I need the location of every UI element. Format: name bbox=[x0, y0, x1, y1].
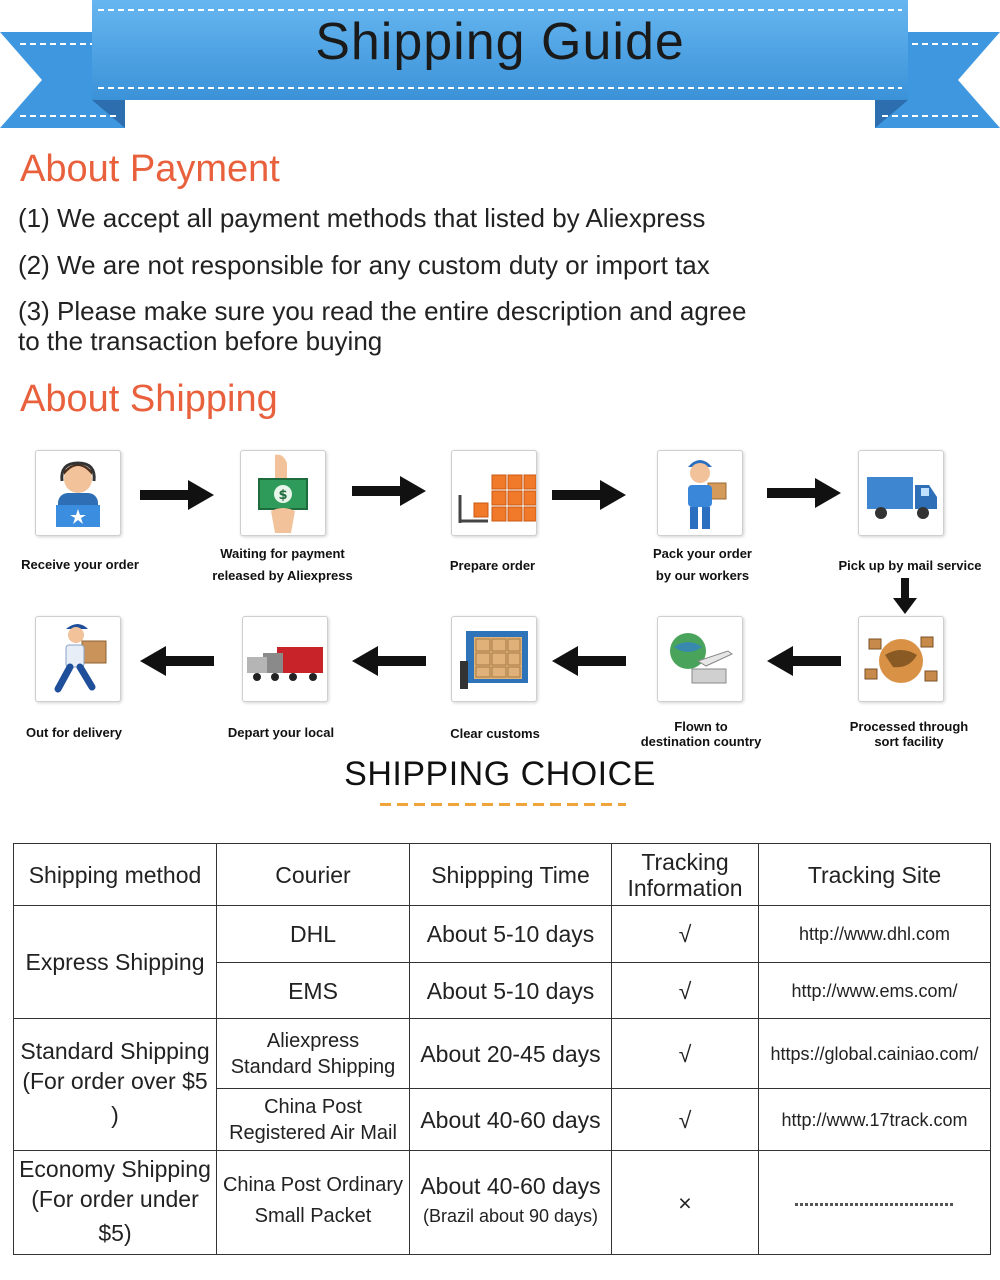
time-cell: About 40-60 days bbox=[410, 1089, 612, 1151]
banner-title: Shipping Guide bbox=[315, 13, 685, 71]
tracking-check: √ bbox=[612, 1089, 759, 1151]
arrow-down-icon bbox=[893, 578, 917, 614]
courier-cell: DHL bbox=[217, 906, 410, 963]
shipping-choice-title: SHIPPING CHOICE bbox=[344, 755, 656, 793]
courier-cell: EMS bbox=[217, 963, 410, 1019]
arrow-right-icon bbox=[552, 480, 626, 510]
arrow-left-icon bbox=[140, 646, 214, 676]
step-label-sort-facility: Processed through sort facility bbox=[849, 719, 969, 749]
payment-item-3-continued: to the transaction before buying bbox=[18, 326, 383, 356]
tracking-site-link[interactable]: https://global.cainiao.com/ bbox=[759, 1019, 991, 1089]
step-label-depart-local: Depart your local bbox=[227, 725, 335, 740]
courier-running-icon bbox=[35, 616, 121, 702]
arrow-left-icon bbox=[552, 646, 626, 676]
header-tracking-site: Tracking Site bbox=[759, 844, 991, 906]
truck-icon bbox=[858, 450, 944, 536]
tracking-cross: × bbox=[612, 1151, 759, 1255]
airplane-globe-icon bbox=[657, 616, 743, 702]
time-cell: About 5-10 days bbox=[410, 906, 612, 963]
courier-cell: China Post Ordinary Small Packet bbox=[217, 1151, 410, 1255]
step-label-pack-order: Pack your order by our workers bbox=[653, 546, 752, 583]
step-label-flown-destination: Flown to destination country bbox=[640, 719, 762, 749]
step-label-pick-up: Pick up by mail service bbox=[838, 558, 982, 573]
tracking-check: √ bbox=[612, 906, 759, 963]
header-shipping-time: Shippping Time bbox=[410, 844, 612, 906]
tracking-site-link[interactable]: http://www.dhl.com bbox=[759, 906, 991, 963]
arrow-left-icon bbox=[767, 646, 841, 676]
about-payment-heading: About Payment bbox=[20, 148, 280, 190]
worker-icon bbox=[657, 450, 743, 536]
tracking-check: √ bbox=[612, 1019, 759, 1089]
table-row bbox=[14, 1151, 991, 1255]
time-cell: About 5-10 days bbox=[410, 963, 612, 1019]
table-header-row bbox=[14, 844, 991, 906]
step-label-out-for-delivery: Out for delivery bbox=[25, 725, 123, 740]
payment-item-3: (3) Please make sure you read the entire description and agree bbox=[18, 296, 747, 326]
arrow-right-icon bbox=[352, 476, 426, 506]
svg-text:$: $ bbox=[278, 488, 288, 503]
arrow-right-icon bbox=[767, 478, 841, 508]
time-cell: About 20-45 days bbox=[410, 1019, 612, 1089]
tracking-site-empty bbox=[759, 1151, 991, 1255]
tracking-check: √ bbox=[612, 963, 759, 1019]
arrow-left-icon bbox=[352, 646, 426, 676]
tracking-site-link[interactable]: http://www.17track.com bbox=[759, 1089, 991, 1151]
container-icon bbox=[451, 616, 537, 702]
about-shipping-heading: About Shipping bbox=[20, 378, 278, 420]
courier-cell: Aliexpress Standard Shipping bbox=[217, 1019, 410, 1089]
courier-cell: China Post Registered Air Mail bbox=[217, 1089, 410, 1151]
step-label-prepare-order: Prepare order bbox=[449, 558, 536, 573]
arrow-right-icon bbox=[140, 480, 214, 510]
tracking-site-link[interactable]: http://www.ems.com/ bbox=[759, 963, 991, 1019]
globe-parcels-icon bbox=[858, 616, 944, 702]
step-label-clear-customs: Clear customs bbox=[450, 726, 540, 741]
shipping-choice-table bbox=[13, 843, 991, 1255]
header-shipping-method: Shipping method bbox=[14, 844, 217, 906]
title-underline bbox=[380, 803, 626, 806]
step-label-waiting-payment: Waiting for payment released by Aliexpress bbox=[212, 546, 353, 583]
step-label-receive-order: Receive your order bbox=[21, 557, 139, 572]
dotted-line bbox=[795, 1203, 955, 1206]
payment-item-2: (2) We are not responsible for any custom duty or import tax bbox=[18, 250, 710, 280]
table-row bbox=[14, 1019, 991, 1089]
money-hands-icon bbox=[240, 450, 326, 536]
time-cell: About 40-60 days (Brazil about 90 days) bbox=[410, 1151, 612, 1255]
trucks-fleet-icon bbox=[242, 616, 328, 702]
warehouse-boxes-icon bbox=[451, 450, 537, 536]
customer-service-icon bbox=[35, 450, 121, 536]
header-tracking-information: Tracking Information bbox=[612, 844, 759, 906]
method-economy: Economy Shipping (For order under $5) bbox=[14, 1151, 217, 1255]
table-row bbox=[14, 906, 991, 963]
payment-item-1: (1) We accept all payment methods that listed by Aliexpress bbox=[18, 203, 706, 233]
method-standard: Standard Shipping (For order over $5 ) bbox=[14, 1019, 217, 1151]
shipping-guide-banner bbox=[0, 0, 1000, 132]
method-express: Express Shipping bbox=[14, 906, 217, 1019]
header-courier: Courier bbox=[217, 844, 410, 906]
